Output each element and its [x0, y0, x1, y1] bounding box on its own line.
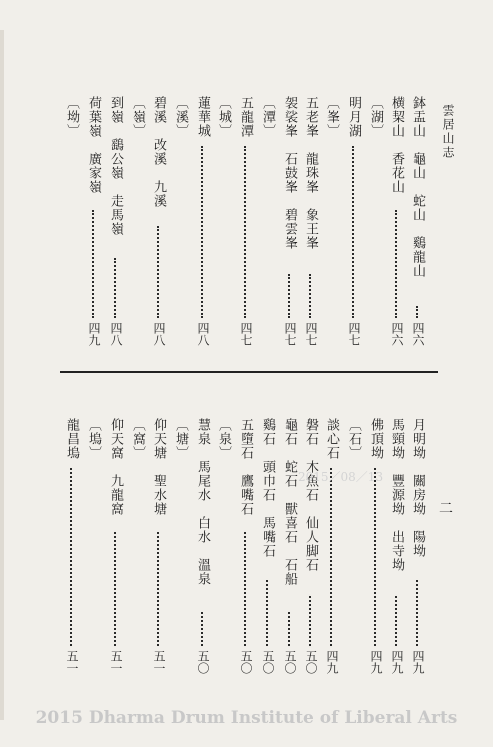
toc-entry: 龜石 蛇石 獸喜石 石船	[282, 418, 297, 586]
toc-entry: 五老峯 龍珠峯 象王峯	[303, 96, 318, 250]
toc-page-number: 四七	[304, 322, 318, 346]
toc-entry: 荷葉嶺 廣家嶺	[86, 96, 101, 194]
toc-entry: 明月湖	[346, 96, 361, 138]
toc-page-number: 四九	[369, 650, 383, 674]
toc-category: 〔石〕	[346, 418, 361, 460]
toc-page-number: 五一	[152, 650, 166, 674]
running-header: 雲居山志	[441, 104, 455, 160]
leader-dots	[374, 468, 376, 646]
toc-entry: 佛頂坳	[368, 418, 383, 460]
toc-category: 〔窩〕	[130, 418, 145, 460]
leader-dots	[201, 612, 203, 646]
leader-dots	[416, 580, 418, 646]
toc-category: 〔城〕	[216, 96, 231, 138]
leader-dots	[244, 532, 246, 646]
date-stamp: 2015／08／13	[298, 470, 384, 484]
toc-category: 〔潭〕	[260, 96, 275, 138]
leader-dots	[244, 146, 246, 318]
toc-page-number: 四九	[390, 650, 404, 674]
leader-dots	[416, 306, 418, 318]
leader-dots	[395, 596, 397, 646]
toc-entry: 談心石	[324, 418, 339, 460]
leader-dots	[309, 274, 311, 318]
toc-page-number: 四六	[390, 322, 404, 346]
leader-dots	[201, 146, 203, 318]
page-number: 二	[439, 501, 453, 517]
toc-page-number: 四七	[283, 322, 297, 346]
toc-page-number: 四九	[87, 322, 101, 346]
toc-entry: 馬頸坳 豐源坳 出寺坳	[389, 418, 404, 572]
toc-entry: 碧溪 改溪 九溪	[151, 96, 166, 208]
toc-entry: 蓮華城	[195, 96, 210, 138]
toc-entry: 慧泉 馬尾水 白水 溫泉	[195, 418, 210, 586]
leader-dots	[288, 274, 290, 318]
leader-dots	[114, 532, 116, 646]
toc-page-number: 五一	[109, 650, 123, 674]
leader-dots	[309, 596, 311, 646]
toc-page-number: 四九	[325, 650, 339, 674]
toc-category: 〔湖〕	[368, 96, 383, 138]
toc-category: 〔泉〕	[216, 418, 231, 460]
toc-entry: 月明坳 關房坳 陽坳	[410, 418, 425, 558]
leader-dots	[395, 210, 397, 318]
toc-entry: 鉢盂山 龜山 蛇山 鷄龍山	[410, 96, 425, 278]
leader-dots	[114, 258, 116, 318]
toc-page-number: 五〇	[261, 650, 275, 674]
leader-dots	[288, 612, 290, 646]
toc-entry: 磐石 木魚石 仙人脚石	[303, 418, 318, 572]
toc-page-number: 四九	[411, 650, 425, 674]
toc-entry: 仰天窩 九龍窩	[108, 418, 123, 516]
toc-entry: 五墮石 鷹嘴石	[238, 418, 253, 516]
toc-page-number: 四八	[196, 322, 210, 346]
toc-entry: 鷄石 頭巾石 馬嘴石	[260, 418, 275, 558]
toc-entry: 仰天塘 聖水塘	[151, 418, 166, 516]
leader-dots	[92, 210, 94, 318]
toc-page-number: 五〇	[196, 650, 210, 674]
toc-category: 〔嶺〕	[130, 96, 145, 138]
toc-entry: 到嶺 鷂公嶺 走馬嶺	[108, 96, 123, 236]
toc-category: 〔塘〕	[173, 418, 188, 460]
toc-page-number: 五〇	[239, 650, 253, 674]
toc-category: 〔溪〕	[173, 96, 188, 138]
toc-page-number: 五〇	[304, 650, 318, 674]
leader-dots	[157, 226, 159, 318]
toc-category: 〔坳〕	[64, 96, 79, 138]
toc-entry: 龍昌塢	[64, 418, 79, 460]
leader-dots	[157, 532, 159, 646]
leader-dots	[330, 468, 332, 646]
leader-dots	[352, 146, 354, 318]
toc-page-number: 四六	[411, 322, 425, 346]
toc-page-number: 四八	[109, 322, 123, 346]
toc-entry: 五龍潭	[238, 96, 253, 138]
toc-category: 〔峯〕	[324, 96, 339, 138]
toc-page-number: 五一	[65, 650, 79, 674]
toc-entry: 横栔山 香花山	[389, 96, 404, 194]
leader-dots	[266, 580, 268, 646]
toc-page-number: 四七	[239, 322, 253, 346]
toc-entry: 袈裟峯 石鼓峯 碧雲峯	[282, 96, 297, 250]
page-edge-shadow	[0, 30, 4, 720]
toc-page-number: 四八	[152, 322, 166, 346]
section-divider	[60, 371, 438, 373]
toc-page-number: 四七	[347, 322, 361, 346]
leader-dots	[70, 468, 72, 646]
toc-page-number: 五〇	[283, 650, 297, 674]
watermark: 2015 Dharma Drum Institute of Liberal Arts	[35, 708, 458, 728]
toc-category: 〔塢〕	[86, 418, 101, 460]
